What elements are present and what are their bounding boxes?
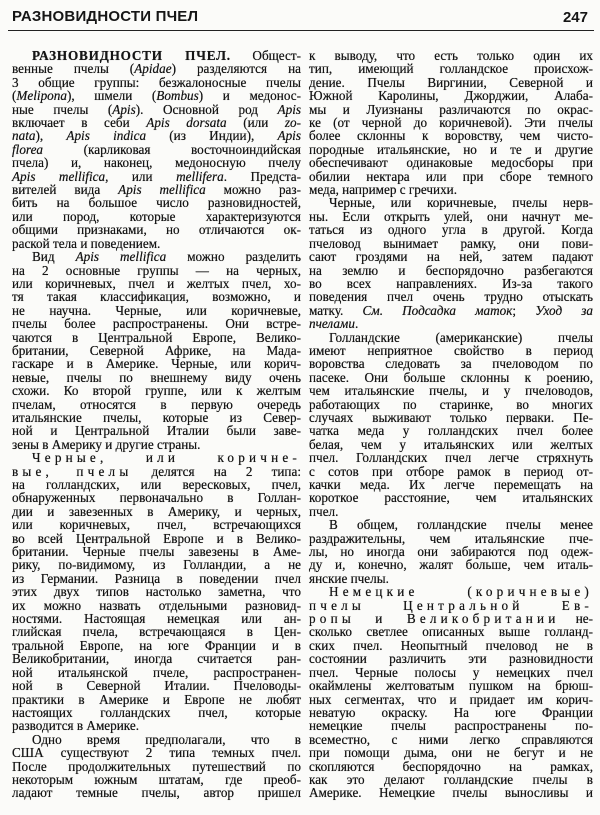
text-line (12, 518, 301, 531)
text-line (309, 666, 593, 679)
text-run: (карликовая восточноиндийская (43, 141, 301, 157)
text-run: не- (559, 611, 593, 627)
text-run: короткое расстояние, чем итальянских (309, 490, 593, 506)
text-line (12, 505, 301, 518)
text-line (309, 384, 593, 397)
text-run: имеют неприятное свойство в период (309, 342, 593, 358)
text-line (309, 706, 593, 719)
text-run: тип, имеющий голландское происхож- (309, 61, 593, 77)
text-line (309, 331, 593, 344)
text-run: сколько светлее описанных выше голланд- (309, 624, 593, 640)
text-line (309, 143, 593, 156)
text-line (309, 760, 593, 773)
text-line (12, 585, 301, 598)
text-run: меда, например с гречихи. (309, 182, 458, 198)
text-run: или коричневых, пчел и желтых пчел, хо- (12, 275, 301, 291)
text-run: обеспечивают одинаковые медосборы при (309, 155, 593, 171)
text-line (309, 639, 593, 652)
text-run: как это делают голландские пчелы в (309, 771, 593, 787)
text-run: на 2 основные группы — на черных, (12, 262, 301, 278)
text-line (309, 585, 593, 598)
text-run: белая, чем у итальянских или желтых (309, 436, 593, 452)
italic-text: Melipona (16, 88, 67, 104)
text-run: ), (35, 128, 67, 144)
text-run: некоторым южным штатам, где преоб- (12, 771, 301, 787)
text-run: породные итальянские, но и те и другие (309, 141, 593, 157)
text-line (12, 357, 301, 370)
text-line (309, 223, 593, 236)
text-line (12, 424, 301, 437)
text-run: их можно назвать отдельными разновид- (12, 597, 301, 613)
text-run: ные пчелы ( (12, 101, 113, 117)
text-run: обилии нектара или при сборе темного (309, 168, 593, 184)
text-run: дение. Пчелы Виргинии, Северной и (309, 74, 593, 90)
text-run: пчел. Черные полосы у немецких пчел (309, 664, 593, 680)
text-line (12, 129, 301, 142)
text-run: к выводу, что есть только один их (309, 48, 593, 63)
text-line (12, 103, 301, 116)
text-line (309, 773, 593, 786)
text-line (12, 773, 301, 786)
text-line (12, 223, 301, 236)
text-run: раской тела и поведением. (12, 235, 161, 251)
text-line (309, 49, 593, 62)
text-run: ной в Северной Италии. Пчеловоды- (12, 678, 301, 694)
running-header-title: РАЗНОВИДНОСТИ ПЧЕЛ (12, 8, 199, 25)
text-run: из Германии. Разница в поведении пчел (12, 570, 301, 586)
text-line (12, 679, 301, 692)
text-line (309, 411, 593, 424)
text-line (12, 304, 301, 317)
text-line (309, 424, 593, 437)
text-line (12, 639, 301, 652)
text-line (309, 478, 593, 491)
italic-text: Apis (112, 101, 136, 117)
text-run: . (354, 316, 359, 332)
text-line (12, 170, 301, 183)
text-line (309, 304, 593, 317)
text-line (309, 679, 593, 692)
text-run: британии. Черные пчелы завезены в Аме- (12, 544, 301, 560)
text-run: можно разделить (166, 249, 301, 265)
text-line (12, 371, 301, 384)
text-run: дии и завезенных в Америку, и черных, (12, 503, 301, 519)
text-line (309, 250, 593, 263)
text-line (309, 558, 593, 571)
text-line (12, 344, 301, 357)
text-run: Великобритании, иногда считается ран- (12, 651, 301, 667)
text-line (12, 76, 301, 89)
text-run: включает в себи (12, 115, 147, 131)
text-run: лы, но иногда они забираются под одеж- (309, 544, 593, 560)
text-run: вителей вида (12, 182, 119, 198)
text-line (12, 760, 301, 773)
italic-text: mellifera (176, 168, 224, 184)
text-run: ны. Если открыть улей, они начнут ме- (309, 208, 593, 224)
text-line (12, 277, 301, 290)
text-run: чем итальянские пчелы, и у пчеловодов, (309, 383, 593, 399)
text-line (309, 518, 593, 531)
text-line (309, 719, 593, 732)
spaced-text: вые, пчелы (12, 463, 133, 479)
italic-text: Apidae (134, 61, 172, 77)
text-line (309, 237, 593, 250)
text-line (12, 451, 301, 464)
text-line (309, 103, 593, 116)
text-line (309, 76, 593, 89)
text-run: качки меда. Их легче перемещать на (309, 477, 593, 492)
text-run: (или (226, 115, 285, 131)
text-line (309, 129, 593, 142)
text-line (309, 170, 593, 183)
text-run: пчела) и, наконец, медоносную пчелу (12, 155, 301, 171)
text-line (309, 599, 593, 612)
text-run: янские пчелы. (309, 570, 389, 586)
text-run: работающих по старинке, во многих (309, 396, 593, 412)
text-run: можно раз- (205, 182, 302, 198)
text-run: или пород, которые характеризуются (12, 208, 301, 224)
text-run: состоянии различить эти разновидности (309, 651, 593, 667)
italic-text: florea (12, 141, 44, 157)
text-line (12, 719, 301, 732)
text-run: более склонны к воровству, чем чисто- (309, 128, 593, 144)
text-run: ду и, конечно, жалят больше, чем италь- (309, 557, 593, 573)
text-run: чатка меда у голландских пчел более (309, 423, 593, 439)
text-run: ) разделяются на (171, 61, 301, 77)
text-run: ной итальянской пчеле, распространен- (12, 664, 301, 680)
text-line (12, 733, 301, 746)
text-line (309, 733, 593, 746)
text-run: ных сегментах, что и придает им корич- (309, 691, 593, 707)
text-run: случаях выживают только перваки. Пе- (309, 409, 593, 425)
text-line (309, 572, 593, 585)
italic-text: nata (12, 128, 36, 144)
text-run: Одно время предполагали, что в (32, 731, 301, 747)
text-run: США существуют 2 типа темных пчел. (12, 745, 301, 761)
text-line (12, 156, 301, 169)
text-line (12, 706, 301, 719)
text-run: обнаруженных первоначально в Голлан- (12, 490, 301, 506)
text-line (309, 196, 593, 209)
text-line (12, 491, 301, 504)
text-run: раздражительны, чем итальянские пче- (309, 530, 593, 546)
text-run: не научна. Черные, или коричневые, (12, 302, 301, 318)
text-run: ( (12, 88, 17, 104)
text-line (309, 451, 593, 464)
spaced-text: Немецкие (коричневые) (329, 584, 593, 600)
text-run: практики в Америке и Европе не любят (12, 691, 301, 707)
text-line (12, 116, 301, 129)
text-run: тя такая классификация, возможно, и (12, 289, 301, 305)
text-run: пчеловод вынимает рамку, они пови- (309, 235, 593, 251)
text-run: настоящих голландских пчел, которые (12, 704, 301, 720)
text-run: рику, по-видимому, из Голландии, а не (12, 557, 301, 573)
text-run: венные пчелы ( (12, 61, 135, 77)
text-run: ной и Центральной Италии были заве- (12, 423, 301, 439)
text-line (12, 438, 301, 451)
text-line (309, 62, 593, 75)
spaced-text: ропы и Великобритании (309, 611, 560, 627)
italic-text: Уход за (535, 302, 594, 318)
header-rule (8, 30, 594, 31)
italic-text: Apis (277, 101, 301, 117)
text-line (309, 344, 593, 357)
text-line (12, 384, 301, 397)
text-line (12, 666, 301, 679)
text-line (309, 545, 593, 558)
text-run: (из Индии), (146, 128, 278, 144)
text-run: делятся на 2 типа: (132, 463, 301, 479)
text-run: Общест- (230, 48, 301, 63)
text-line (12, 183, 301, 196)
text-run: разводится в Америке. (12, 718, 140, 734)
text-run: пасеке. Они больше склонны к роению, (309, 369, 593, 385)
italic-text: Apis (277, 128, 301, 144)
text-run: зены в Америку и другие страны. (12, 436, 201, 452)
text-line (12, 290, 301, 303)
text-line (12, 411, 301, 424)
text-run: на голландских, или вересковых, пчел, (12, 477, 301, 492)
text-line (309, 183, 593, 196)
text-line (309, 625, 593, 638)
text-run: чаются в Центральной Европе, Велико- (12, 329, 301, 345)
text-line (12, 478, 301, 491)
text-line (309, 465, 593, 478)
page-number: 247 (562, 9, 588, 26)
italic-text: Apis dorsata (146, 115, 227, 131)
text-line (309, 746, 593, 759)
text-run: . Предста- (223, 168, 302, 184)
text-run: или коричневых, пчел, встречающихся (12, 517, 301, 533)
italic-text: Apis mellifica (75, 249, 167, 265)
text-column-right (309, 49, 593, 800)
text-run: на землю и беспорядочно разбегаются (309, 262, 593, 278)
text-line (309, 156, 593, 169)
text-line (12, 237, 301, 250)
text-run: таться из одного угла в другой. Когда (309, 222, 593, 238)
text-run: скопляются беспорядочно на рамках, (309, 758, 593, 774)
text-run: пчелам, относятся в первую очередь (12, 396, 301, 412)
text-run: всеместно, с ними легко справляются (309, 731, 593, 747)
text-run: пчел. Голландских пчел легче стряхнуть (309, 450, 593, 466)
text-line (309, 210, 593, 223)
text-line (12, 558, 301, 571)
text-run: при помощи дыма, они не бегут и не (309, 745, 593, 761)
text-run: пчелы более распространены. Они встре- (12, 316, 301, 332)
text-run: Вид (32, 249, 76, 265)
text-run: с сотов при отборе рамок в период от- (309, 463, 593, 479)
text-line (309, 290, 593, 303)
text-run: ке (от черной до коричневой). Эти пчелы (309, 115, 593, 131)
text-run: во всей Центральной Европе и в Велико- (12, 530, 301, 546)
text-line (12, 264, 301, 277)
text-run: итальянские пчелы, которые из Север- (12, 409, 301, 425)
text-run: невые, пчелы по внешнему виду очень (12, 369, 301, 385)
text-run: ностями. Настоящая немецкая или ан- (12, 611, 301, 627)
text-line (12, 746, 301, 759)
entry-heading: РАЗНОВИДНОСТИ ПЧЕЛ. (32, 48, 231, 63)
text-line (12, 196, 301, 209)
text-line (309, 612, 593, 625)
text-line (12, 572, 301, 585)
text-line (309, 505, 593, 518)
italic-text: Apis mellifica (118, 182, 206, 198)
text-line (309, 371, 593, 384)
text-run: этих двух типов настолько заметна, что (12, 584, 301, 600)
text-line (309, 693, 593, 706)
text-run: ских пчел. Неопытный пчеловод не в (309, 637, 593, 653)
text-line (12, 143, 301, 156)
text-run: гаскаре и в Америке. Черные, или корич- (12, 356, 301, 372)
text-run: В общем, голландские пчелы менее (329, 517, 593, 533)
text-line (12, 599, 301, 612)
italic-text: zo- (284, 115, 302, 131)
text-line (309, 438, 593, 451)
italic-text: Apis mellifica (12, 168, 106, 184)
text-run: во всех направлениях. Из-за такого (309, 275, 593, 291)
text-line (12, 532, 301, 545)
text-run: пчел. (309, 503, 339, 519)
text-line (12, 49, 301, 62)
text-line (309, 264, 593, 277)
text-run: британии, Северной Африке, на Мада- (12, 342, 301, 358)
text-line (12, 652, 301, 665)
text-run: бить на большое число разновидностей, (12, 195, 301, 211)
text-line (12, 210, 301, 223)
text-line (309, 652, 593, 665)
text-line (12, 398, 301, 411)
text-line (309, 89, 593, 102)
text-run: Черные, или коричневые, пчелы нерв- (329, 195, 593, 211)
text-run: ; (512, 302, 536, 318)
text-run: Голландские (американские) пчелы (329, 329, 593, 345)
text-run: ладают темные пчелы, автор пришел (12, 785, 301, 801)
spaced-text: Черные, или коричне- (32, 450, 301, 466)
italic-text: Bombus (156, 88, 199, 104)
text-run: 3 общие группы: безжалоносные пчелы (12, 74, 301, 90)
text-line (12, 545, 301, 558)
italic-text: пчелами (309, 316, 355, 332)
text-run: тральной Европе, на юге Франции и в (12, 637, 301, 653)
text-run: сают гроздями на ней, затем падают (309, 249, 593, 265)
text-run: Южной Каролины, Джорджии, Алаба- (309, 88, 593, 104)
text-line (12, 612, 301, 625)
text-line (12, 786, 301, 799)
text-run: окаймлены желтоватым пушком на брюш- (309, 678, 593, 694)
text-run: матку. (309, 302, 363, 318)
text-line (309, 398, 593, 411)
text-line (309, 116, 593, 129)
text-line (12, 250, 301, 263)
text-line (12, 693, 301, 706)
text-line (12, 331, 301, 344)
text-run: неватую окраску. На юге Франции (309, 704, 593, 720)
italic-text: См. Подсадка маток (362, 302, 513, 318)
text-run: воровства следовать за пчеловодом по (309, 356, 593, 372)
text-run: , или (105, 168, 177, 184)
text-column-left (12, 49, 301, 800)
text-run: После продолжительных путешествий по (12, 758, 301, 774)
text-line (12, 317, 301, 330)
italic-text: Apis indica (66, 128, 147, 144)
text-run: схожи. Ко второй группе, или к желтым (12, 383, 301, 399)
text-line (309, 491, 593, 504)
text-line (12, 89, 301, 102)
text-run: Америке. Немецкие пчелы выносливы и (309, 785, 593, 801)
text-run: ), шмели ( (66, 88, 157, 104)
text-line (309, 357, 593, 370)
text-run: общими признаками, но отличаются ок- (12, 222, 301, 238)
text-line (12, 465, 301, 478)
text-run: ). Основной род (135, 101, 278, 117)
text-line (309, 532, 593, 545)
text-line (12, 62, 301, 75)
text-run: немецкие пчелы распространены по- (309, 718, 593, 734)
text-line (309, 317, 593, 330)
text-line (309, 786, 593, 799)
text-line (12, 625, 301, 638)
text-line (309, 277, 593, 290)
text-run: ) и медонос- (198, 88, 301, 104)
text-run: поведения пчел очень трудно отыскать (309, 289, 593, 305)
spaced-text: пчелы Центральной Ев- (309, 597, 593, 613)
text-run: мы и Луизнаны различаются по окрас- (309, 101, 593, 117)
text-run: глийская пчела, встречающаяся в Цен- (12, 624, 301, 640)
